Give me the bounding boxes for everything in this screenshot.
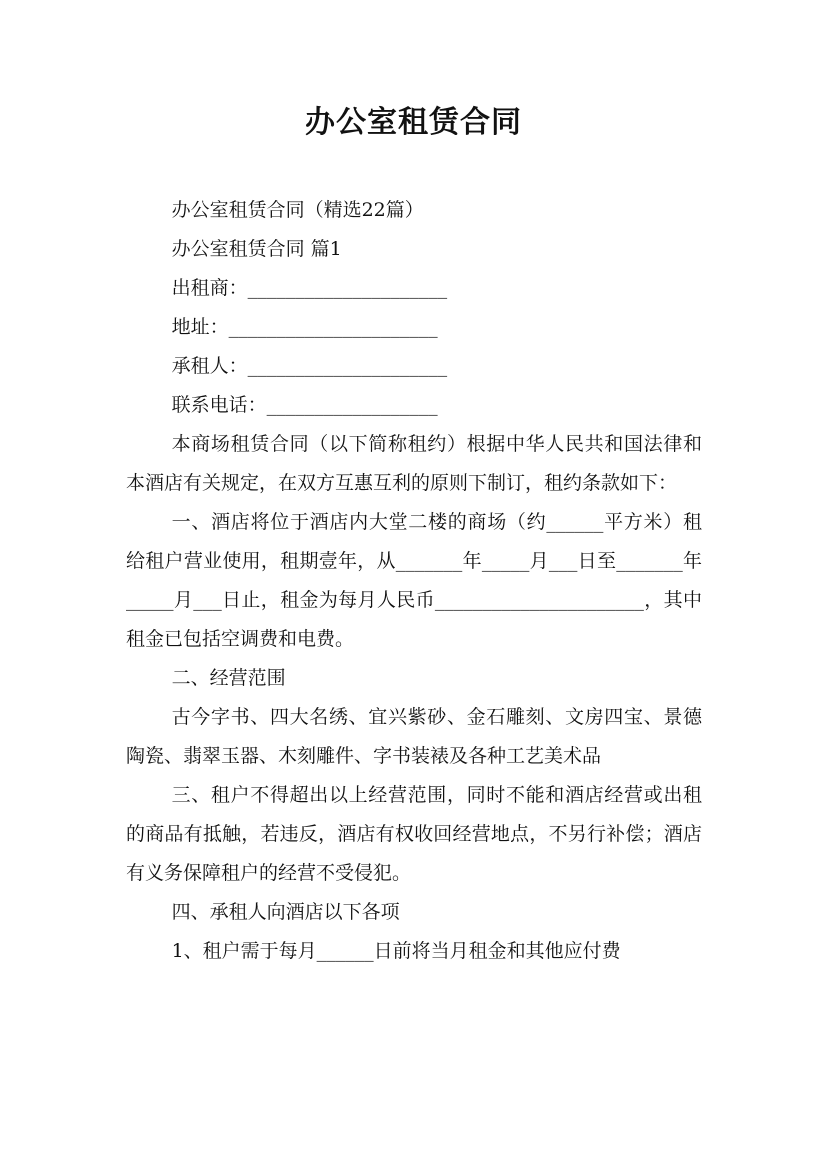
clause-1-paragraph: 一、酒店将位于酒店内大堂二楼的商场（约______平方米）租给租户营业使用，租期壹年，从_______年_____月___日至_______年_____月___日止，租金为每月人民币______________________，其中租金已包括空调费和电费。: [126, 511, 702, 650]
business-scope-paragraph: 古今字书、四大名绣、宜兴紫砂、金石雕刻、文房四宝、景德陶瓷、翡翠玉器、木刻雕件、字书装裱及各种工艺美术品: [126, 706, 702, 767]
intro-paragraph: 本商场租赁合同（以下简称租约）根据中华人民共和国法律和本酒店有关规定，在双方互惠互利的原则下制订，租约条款如下：: [126, 433, 702, 494]
subtitle-paragraph: 办公室租赁合同（精选22篇）: [171, 199, 424, 221]
clause-4-heading: 四、承租人向酒店以下各项: [171, 901, 400, 923]
document-body: [126, 191, 702, 971]
lessor-field: 出租商：_____________________: [171, 277, 448, 299]
address-field: 地址：______________________: [171, 316, 438, 338]
clause-4-item-1: 1、租户需于每月______日前将当月租金和其他应付费: [171, 940, 621, 962]
clause-2-heading: 二、经营范围: [171, 667, 286, 689]
lessee-field: 承租人：_____________________: [171, 355, 448, 377]
clause-3-paragraph: 三、租户不得超出以上经营范围，同时不能和酒店经营或出租的商品有抵触，若违反，酒店有权收回经营地点，不另行补偿；酒店有义务保障租户的经营不受侵犯。: [126, 784, 702, 884]
section-heading: 办公室租赁合同 篇1: [171, 238, 342, 260]
phone-field: 联系电话：__________________: [171, 394, 438, 416]
document-title: 办公室租赁合同: [305, 105, 522, 140]
